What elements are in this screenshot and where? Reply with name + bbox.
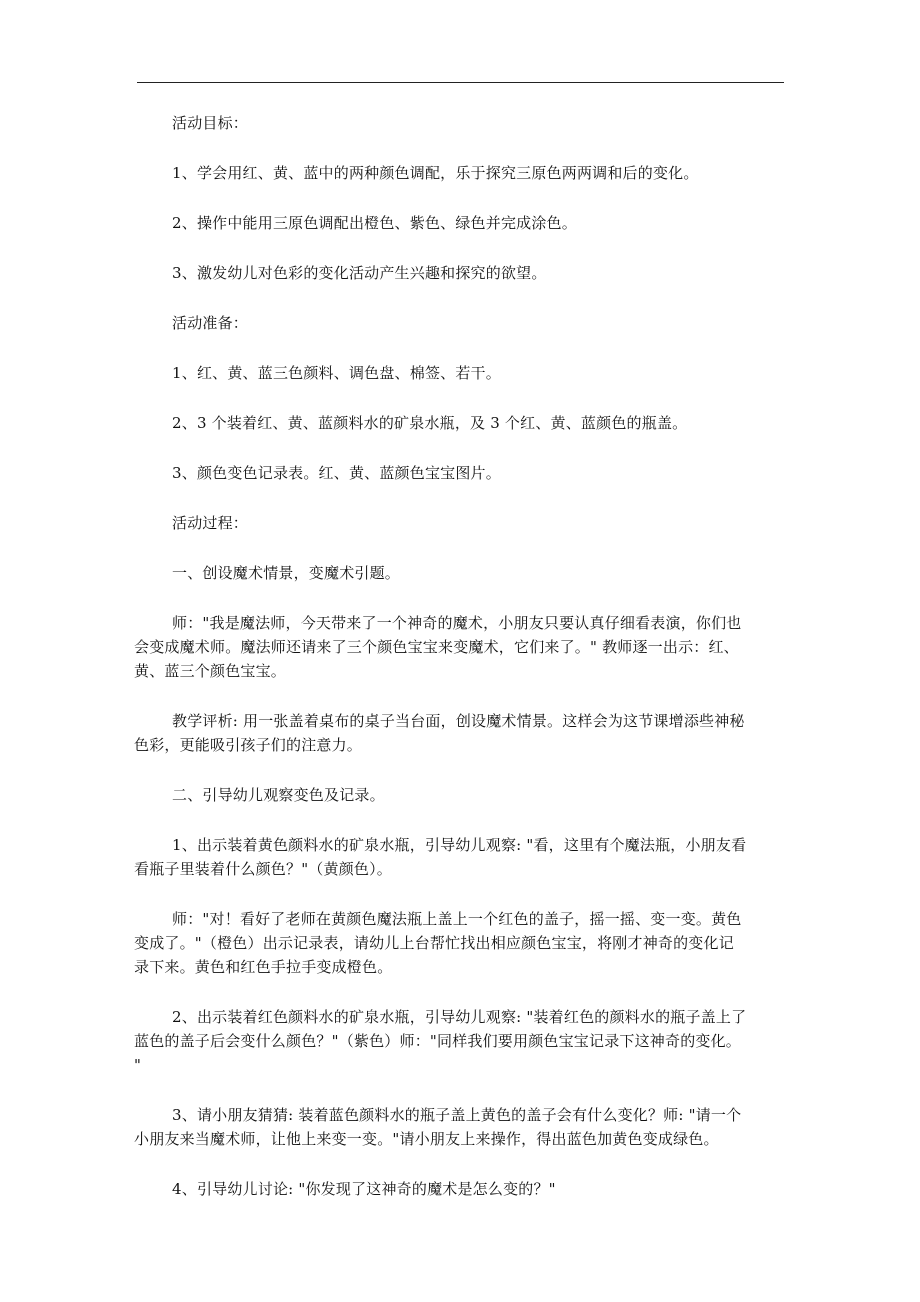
step-1-teacher-paragraph: [134, 611, 792, 683]
paragraph-line: 蓝色的盖子后会变什么颜色？"（紫色）师："同样我们要用颜色宝宝记录下这神奇的变化。: [134, 1032, 742, 1050]
step-2-title: 二、引导幼儿观察变色及记录。: [172, 786, 385, 804]
paragraph-line: 2、出示装着红色颜料水的矿泉水瓶，引导幼儿观察: "装着红色的颜料水的瓶子盖上了: [172, 1008, 747, 1026]
paragraph-line: 录下来。黄色和红色手拉手变成橙色。: [134, 958, 393, 976]
teaching-comment-paragraph: [134, 709, 792, 757]
document-body: [134, 111, 792, 1201]
paragraph-line: 师："我是魔法师，今天带来了一个神奇的魔术，小朋友只要认真仔细看表演，你们也: [172, 614, 742, 632]
process-heading: 活动过程：: [172, 514, 249, 532]
paragraph-line: 1、出示装着黄色颜料水的矿泉水瓶，引导幼儿观察: "看，这里有个魔法瓶，小朋友看: [172, 836, 747, 854]
prep-2: 2、3 个装着红、黄、蓝颜料水的矿泉水瓶，及 3 个红、黄、蓝颜色的瓶盖。: [172, 414, 688, 432]
observation-1-paragraph: [134, 833, 792, 881]
paragraph-line: 小朋友来当魔术师，让他上来变一变。"请小朋友上来操作，得出蓝色加黄色变成绿色。: [134, 1130, 719, 1148]
prep-1: 1、红、黄、蓝三色颜料、调色盘、棉签、若干。: [172, 364, 501, 382]
paragraph-line: 3、请小朋友猜猜: 装着蓝色颜料水的瓶子盖上黄色的盖子会有什么变化？师: "请一个: [172, 1106, 742, 1124]
paragraph-line: ": [134, 1056, 142, 1074]
paragraph-line: 变成了。"（橙色）出示记录表，请幼儿上台帮忙找出相应颜色宝宝，将刚才神奇的变化记: [134, 934, 734, 952]
goal-3: 3、激发幼儿对色彩的变化活动产生兴趣和探究的欲望。: [172, 264, 547, 282]
goals-heading: 活动目标：: [172, 114, 249, 132]
prep-heading: 活动准备：: [172, 314, 249, 332]
paragraph-line: 教学评析: 用一张盖着桌布的桌子当台面，创设魔术情景。这样会为这节课增添些神秘: [172, 712, 745, 730]
observation-3-paragraph: [134, 1103, 792, 1151]
goal-2: 2、操作中能用三原色调配出橙色、紫色、绿色并完成涂色。: [172, 214, 577, 232]
goal-1: 1、学会用红、黄、蓝中的两种颜色调配，乐于探究三原色两两调和后的变化。: [172, 164, 699, 182]
observation-2-paragraph: [134, 1005, 792, 1077]
paragraph-line: 师："对！看好了老师在黄颜色魔法瓶上盖上一个红色的盖子，摇一摇、变一变。黄色: [172, 910, 742, 928]
paragraph-line: 色彩，更能吸引孩子们的注意力。: [134, 736, 363, 754]
prep-3: 3、颜色变色记录表。红、黄、蓝颜色宝宝图片。: [172, 464, 501, 482]
paragraph-line: 黄、蓝三个颜色宝宝。: [134, 662, 287, 680]
step-1-title: 一、创设魔术情景，变魔术引题。: [172, 564, 401, 582]
paragraph-line: 看瓶子里装着什么颜色？"（黄颜色）。: [134, 860, 393, 878]
observation-4: 4、引导幼儿讨论: "你发现了这神奇的魔术是怎么变的？": [172, 1180, 556, 1198]
header-rule: [137, 82, 784, 83]
teacher-2-paragraph: [134, 907, 792, 979]
paragraph-line: 会变成魔术师。魔法师还请来了三个颜色宝宝来变魔术，它们来了。" 教师逐一出示：红、: [134, 638, 739, 656]
